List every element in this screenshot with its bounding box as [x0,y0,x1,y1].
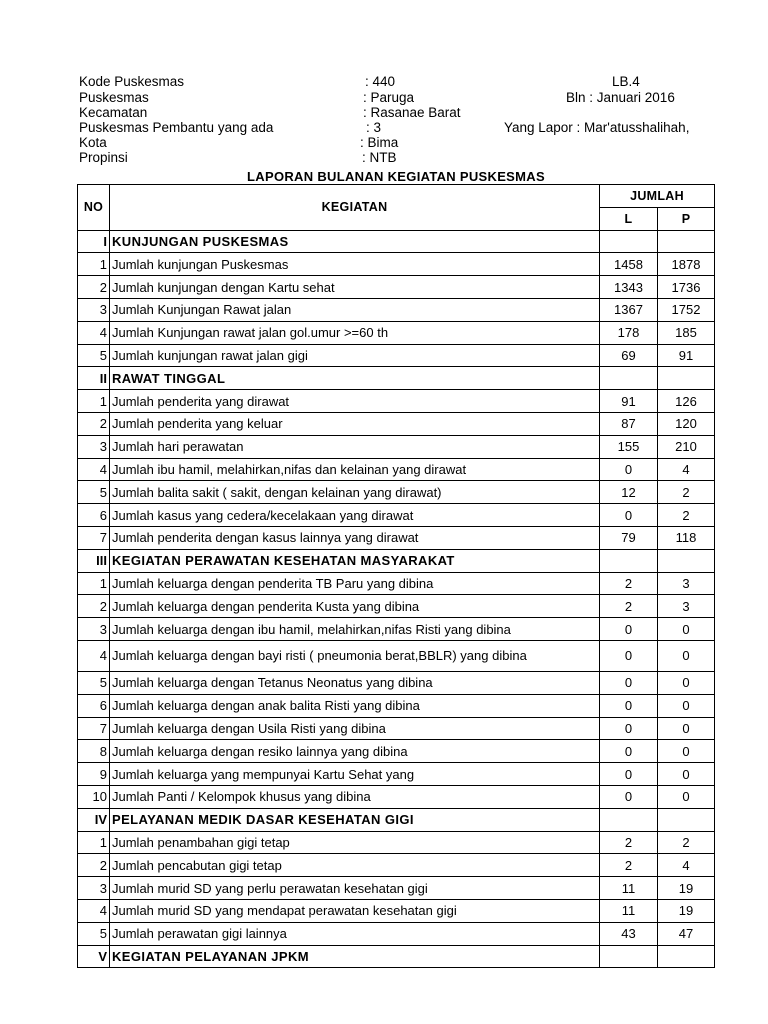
puskesmas-pembantu-label: Puskesmas Pembantu yang ada [79,120,274,135]
row-kegiatan: Jumlah perawatan gigi lainnya [110,922,600,945]
row-kegiatan: Jumlah Panti / Kelompok khusus yang dibina [110,785,600,808]
row-l-value: 43 [600,922,658,945]
row-number: 1 [78,831,110,854]
row-l-value: 0 [600,740,658,763]
row-kegiatan: Jumlah penderita dengan kasus lainnya yang dirawat [110,526,600,549]
row-p-value: 4 [658,458,715,481]
section-p-cell [658,808,715,831]
row-kegiatan: Jumlah murid SD yang mendapat perawatan kesehatan gigi [110,899,600,922]
row-number: 3 [78,877,110,900]
table-row [78,671,715,694]
table-row [78,854,715,877]
table-row [78,831,715,854]
section-row [78,367,715,390]
form-code: LB.4 [612,74,640,89]
row-kegiatan: Jumlah kunjungan dengan Kartu sehat [110,276,600,299]
row-p-value: 2 [658,481,715,504]
row-number: 3 [78,618,110,641]
puskesmas-value: : Paruga [363,90,415,105]
section-number: III [78,549,110,572]
kota-label: Kota [79,135,107,150]
row-p-value: 0 [658,763,715,786]
row-number: 1 [78,572,110,595]
row-number: 5 [78,671,110,694]
row-l-value: 1343 [600,276,658,299]
row-number: 4 [78,321,110,344]
row-p-value: 0 [658,785,715,808]
row-number: 2 [78,595,110,618]
row-kegiatan: Jumlah kasus yang cedera/kecelakaan yang dirawat [110,504,600,527]
row-p-value: 0 [658,717,715,740]
section-row [78,945,715,968]
kode-puskesmas-value: : 440 [365,74,396,89]
row-kegiatan: Jumlah keluarga yang mempunyai Kartu Sehat yang [110,763,600,786]
kota-value: : Bima [360,135,399,150]
table-row [78,922,715,945]
table-row [78,640,715,671]
section-title: KUNJUNGAN PUSKESMAS [110,230,600,253]
row-l-value: 0 [600,458,658,481]
propinsi-label: Propinsi [79,150,128,165]
row-number: 6 [78,694,110,717]
row-p-value: 0 [658,640,715,671]
section-row [78,549,715,572]
section-number: I [78,230,110,253]
row-p-value: 47 [658,922,715,945]
row-l-value: 1458 [600,253,658,276]
reporter: Yang Lapor : Mar'atusshalihah, [504,120,690,135]
section-p-cell [658,945,715,968]
row-number: 7 [78,717,110,740]
row-p-value: 1752 [658,298,715,321]
row-kegiatan: Jumlah hari perawatan [110,435,600,458]
kecamatan-value: : Rasanae Barat [363,105,461,120]
row-kegiatan: Jumlah murid SD yang perlu perawatan kesehatan gigi [110,877,600,900]
col-no-header: NO [78,185,110,231]
row-p-value: 0 [658,740,715,763]
row-l-value: 87 [600,412,658,435]
row-kegiatan: Jumlah kunjungan Puskesmas [110,253,600,276]
row-p-value: 120 [658,412,715,435]
row-kegiatan: Jumlah penderita yang keluar [110,412,600,435]
table-row [78,504,715,527]
table-row [78,785,715,808]
row-number: 5 [78,481,110,504]
row-kegiatan: Jumlah pencabutan gigi tetap [110,854,600,877]
row-l-value: 178 [600,321,658,344]
propinsi-value: : NTB [362,150,397,165]
row-l-value: 11 [600,877,658,900]
row-l-value: 0 [600,640,658,671]
row-p-value: 2 [658,504,715,527]
row-number: 2 [78,412,110,435]
row-p-value: 2 [658,831,715,854]
row-l-value: 91 [600,390,658,413]
row-p-value: 185 [658,321,715,344]
section-row [78,230,715,253]
row-p-value: 3 [658,572,715,595]
row-l-value: 0 [600,717,658,740]
kode-puskesmas-label: Kode Puskesmas [79,74,185,89]
row-number: 3 [78,298,110,321]
row-l-value: 79 [600,526,658,549]
table-row [78,717,715,740]
row-p-value: 1878 [658,253,715,276]
table-row [78,526,715,549]
col-kegiatan-header: KEGIATAN [110,185,600,231]
row-l-value: 0 [600,785,658,808]
row-p-value: 0 [658,671,715,694]
table-row [78,618,715,641]
row-l-value: 1367 [600,298,658,321]
row-p-value: 4 [658,854,715,877]
row-number: 6 [78,504,110,527]
row-p-value: 3 [658,595,715,618]
row-kegiatan: Jumlah penderita yang dirawat [110,390,600,413]
section-title: KEGIATAN PERAWATAN KESEHATAN MASYARAKAT [110,549,600,572]
table-row [78,899,715,922]
row-kegiatan: Jumlah keluarga dengan bayi risti ( pneumonia berat,BBLR) yang dibina [110,640,600,671]
table-row [78,276,715,299]
row-l-value: 12 [600,481,658,504]
row-p-value: 126 [658,390,715,413]
row-kegiatan: Jumlah keluarga dengan resiko lainnya yang dibina [110,740,600,763]
row-l-value: 2 [600,854,658,877]
section-l-cell [600,808,658,831]
row-kegiatan: Jumlah ibu hamil, melahirkan,nifas dan kelainan yang dirawat [110,458,600,481]
section-title: KEGIATAN PELAYANAN JPKM [110,945,600,968]
row-kegiatan: Jumlah penambahan gigi tetap [110,831,600,854]
section-title: PELAYANAN MEDIK DASAR KESEHATAN GIGI [110,808,600,831]
row-p-value: 118 [658,526,715,549]
section-number: V [78,945,110,968]
table-row [78,412,715,435]
row-kegiatan: Jumlah balita sakit ( sakit, dengan kelainan yang dirawat) [110,481,600,504]
table-row [78,253,715,276]
table-row [78,694,715,717]
table-row [78,572,715,595]
section-p-cell [658,367,715,390]
section-title: RAWAT TINGGAL [110,367,600,390]
table-row [78,481,715,504]
row-number: 4 [78,640,110,671]
row-p-value: 1736 [658,276,715,299]
report-table [77,184,715,968]
section-number: II [78,367,110,390]
row-kegiatan: Jumlah keluarga dengan penderita TB Paru yang dibina [110,572,600,595]
table-row [78,435,715,458]
section-l-cell [600,549,658,572]
section-l-cell [600,230,658,253]
puskesmas-pembantu-value: : 3 [366,120,382,135]
table-row [78,740,715,763]
row-l-value: 2 [600,831,658,854]
row-l-value: 2 [600,595,658,618]
row-l-value: 69 [600,344,658,367]
row-kegiatan: Jumlah kunjungan rawat jalan gigi [110,344,600,367]
row-p-value: 0 [658,618,715,641]
row-number: 1 [78,390,110,413]
section-number: IV [78,808,110,831]
row-number: 2 [78,854,110,877]
col-jumlah-header: JUMLAH [600,185,715,208]
table-row [78,321,715,344]
table-row [78,877,715,900]
row-p-value: 0 [658,694,715,717]
row-kegiatan: Jumlah keluarga dengan ibu hamil, melahirkan,nifas Risti yang dibina [110,618,600,641]
row-kegiatan: Jumlah keluarga dengan penderita Kusta yang dibina [110,595,600,618]
report-body [78,230,715,968]
row-number: 8 [78,740,110,763]
row-kegiatan: Jumlah keluarga dengan anak balita Risti yang dibina [110,694,600,717]
section-l-cell [600,367,658,390]
col-l-header: L [600,207,658,230]
report-month: Bln : Januari 2016 [566,90,675,105]
table-row [78,763,715,786]
row-p-value: 19 [658,899,715,922]
row-l-value: 2 [600,572,658,595]
row-l-value: 0 [600,618,658,641]
puskesmas-label: Puskesmas [79,90,149,105]
row-kegiatan: Jumlah Kunjungan rawat jalan gol.umur >=60 th [110,321,600,344]
row-p-value: 91 [658,344,715,367]
row-number: 1 [78,253,110,276]
row-kegiatan: Jumlah keluarga dengan Usila Risti yang dibina [110,717,600,740]
section-p-cell [658,549,715,572]
section-l-cell [600,945,658,968]
table-row [78,390,715,413]
row-l-value: 11 [600,899,658,922]
row-number: 5 [78,344,110,367]
row-number: 9 [78,763,110,786]
row-l-value: 155 [600,435,658,458]
row-l-value: 0 [600,671,658,694]
row-number: 2 [78,276,110,299]
row-kegiatan: Jumlah keluarga dengan Tetanus Neonatus yang dibina [110,671,600,694]
row-kegiatan: Jumlah Kunjungan Rawat jalan [110,298,600,321]
table-row [78,458,715,481]
row-number: 3 [78,435,110,458]
report-title: LAPORAN BULANAN KEGIATAN PUSKESMAS [247,169,545,184]
table-row [78,595,715,618]
row-l-value: 0 [600,763,658,786]
row-number: 10 [78,785,110,808]
kecamatan-label: Kecamatan [79,105,148,120]
section-row [78,808,715,831]
row-number: 4 [78,899,110,922]
row-p-value: 19 [658,877,715,900]
row-number: 7 [78,526,110,549]
row-number: 4 [78,458,110,481]
row-l-value: 0 [600,504,658,527]
row-number: 5 [78,922,110,945]
table-row [78,344,715,367]
col-p-header: P [658,207,715,230]
table-row [78,298,715,321]
row-l-value: 0 [600,694,658,717]
section-p-cell [658,230,715,253]
row-p-value: 210 [658,435,715,458]
